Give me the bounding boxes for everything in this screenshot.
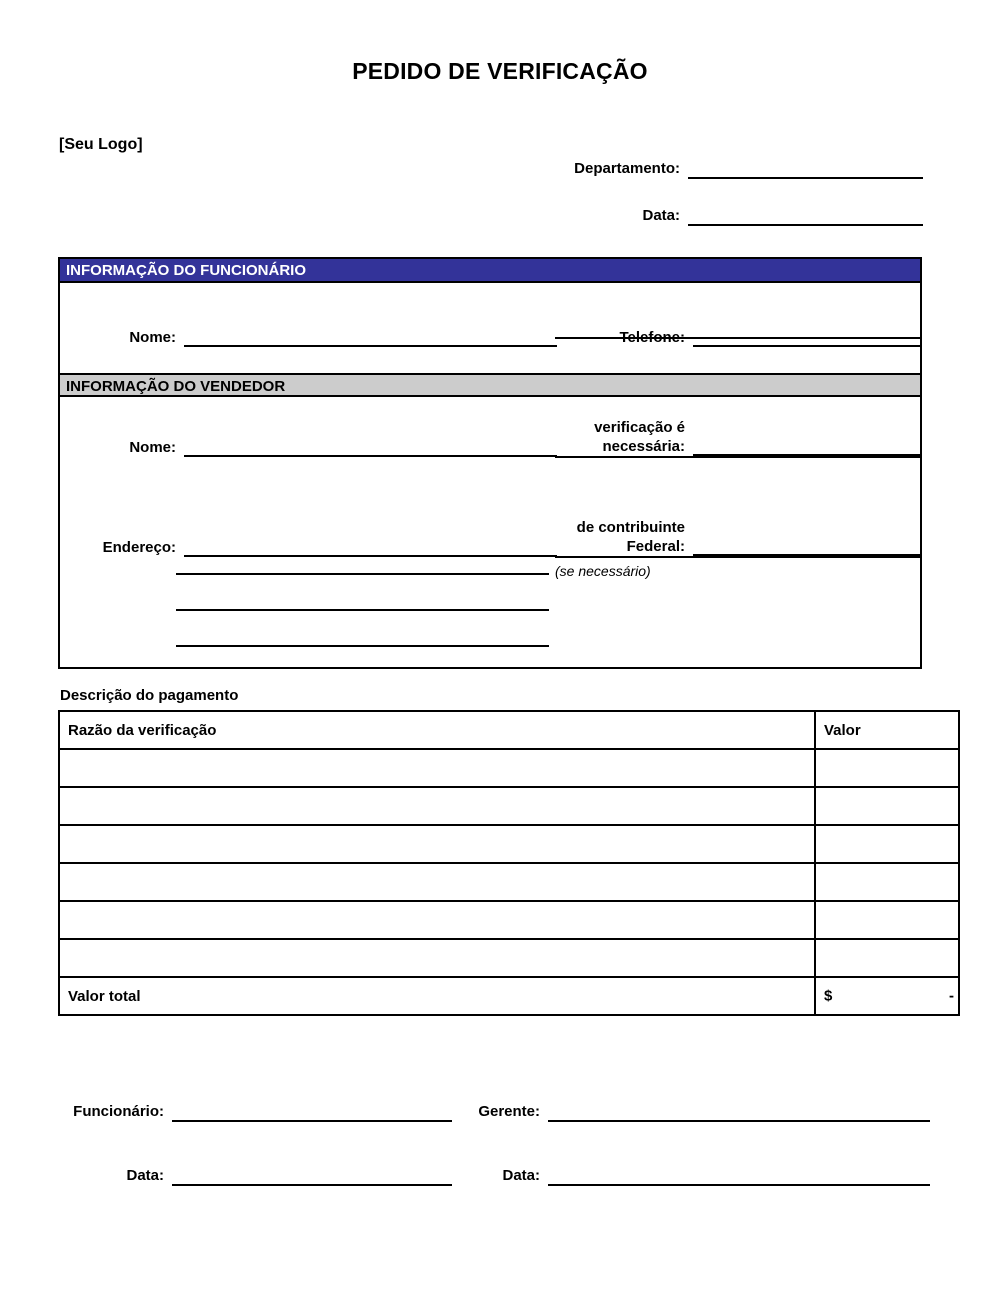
employee-section-body xyxy=(60,283,920,373)
manager-signature-label: Gerente: xyxy=(478,1103,540,1120)
manager-signature-date-label: Data: xyxy=(502,1167,540,1184)
verification-reason-field[interactable] xyxy=(555,418,922,456)
employee-signature-date-label: Data: xyxy=(126,1167,164,1184)
verification-reason-label xyxy=(555,418,693,456)
employee-name-field[interactable] xyxy=(66,327,557,347)
vendor-address-input-line-2[interactable] xyxy=(176,573,549,575)
federal-tax-id-input-line[interactable] xyxy=(693,536,922,556)
reason-cell[interactable] xyxy=(59,939,815,977)
departamento-label: Departamento: xyxy=(574,160,680,177)
amount-cell[interactable] xyxy=(815,939,959,977)
page-title: PEDIDO DE VERIFICAÇÃO xyxy=(352,58,648,84)
vendor-lower-divider xyxy=(555,556,920,558)
header-date-input-line[interactable] xyxy=(688,205,923,226)
information-box xyxy=(58,257,922,669)
table-header-row xyxy=(59,711,959,749)
reason-cell[interactable] xyxy=(59,901,815,939)
federal-tax-id-label-line1: de contribuinte xyxy=(576,519,685,536)
vendor-name-field[interactable] xyxy=(66,437,557,457)
vendor-address-field[interactable] xyxy=(66,537,557,557)
verification-reason-label-line2: necessária: xyxy=(602,438,685,455)
table-row[interactable] xyxy=(59,825,959,863)
vendor-section-body xyxy=(60,397,920,667)
vendor-address-input-line-4[interactable] xyxy=(176,645,549,647)
reason-cell[interactable] xyxy=(59,863,815,901)
vendor-address-input-line-3[interactable] xyxy=(176,609,549,611)
federal-tax-id-field[interactable] xyxy=(555,518,922,556)
vendor-name-label: Nome: xyxy=(129,439,176,456)
optional-note: (se necessário) xyxy=(555,563,651,579)
total-value: - xyxy=(949,987,954,1005)
amount-cell[interactable] xyxy=(815,863,959,901)
header-date-field[interactable] xyxy=(420,205,923,226)
amount-cell[interactable] xyxy=(815,749,959,787)
vendor-address-label: Endereço: xyxy=(102,539,176,556)
payment-description-caption: Descrição do pagamento xyxy=(60,687,239,704)
total-amount-cell xyxy=(815,977,959,1015)
table-row[interactable] xyxy=(59,787,959,825)
table-row[interactable] xyxy=(59,939,959,977)
table-row[interactable] xyxy=(59,901,959,939)
departamento-field[interactable] xyxy=(420,158,923,179)
employee-signature-label: Funcionário: xyxy=(73,1103,164,1120)
column-header-reason: Razão da verificação xyxy=(59,711,815,749)
verification-reason-input-line[interactable] xyxy=(693,436,922,456)
federal-tax-id-label-line2: Federal: xyxy=(626,538,685,555)
employee-phone-label: Telefone: xyxy=(619,329,685,346)
amount-cell[interactable] xyxy=(815,825,959,863)
departamento-input-line[interactable] xyxy=(688,158,923,179)
vendor-name-input-line[interactable] xyxy=(184,437,557,457)
table-total-row xyxy=(59,977,959,1015)
table-row[interactable] xyxy=(59,749,959,787)
manager-signature-field[interactable] xyxy=(400,1101,930,1122)
employee-signature-date-field[interactable] xyxy=(44,1165,452,1186)
manager-signature-date-field[interactable] xyxy=(400,1165,930,1186)
amount-cell[interactable] xyxy=(815,787,959,825)
federal-tax-id-label xyxy=(555,518,693,556)
vendor-section-header: INFORMAÇÃO DO VENDEDOR xyxy=(60,373,920,397)
reason-cell[interactable] xyxy=(59,787,815,825)
column-header-amount: Valor xyxy=(815,711,959,749)
reason-cell[interactable] xyxy=(59,825,815,863)
employee-row-divider xyxy=(555,337,920,339)
amount-cell[interactable] xyxy=(815,901,959,939)
verification-reason-label-line1: verificação é xyxy=(594,419,685,436)
employee-section-header: INFORMAÇÃO DO FUNCIONÁRIO xyxy=(60,259,920,283)
payment-table xyxy=(58,710,960,1016)
employee-name-label: Nome: xyxy=(129,329,176,346)
total-label: Valor total xyxy=(59,977,815,1015)
vendor-address-input-line-1[interactable] xyxy=(184,537,557,557)
currency-symbol: $ xyxy=(824,987,833,1005)
logo-placeholder: [Seu Logo] xyxy=(59,136,143,153)
manager-signature-date-line[interactable] xyxy=(548,1165,930,1186)
employee-signature-field[interactable] xyxy=(44,1101,452,1122)
vendor-upper-divider xyxy=(555,456,920,458)
header-date-label: Data: xyxy=(642,207,680,224)
table-row[interactable] xyxy=(59,863,959,901)
reason-cell[interactable] xyxy=(59,749,815,787)
employee-name-input-line[interactable] xyxy=(184,327,557,347)
manager-signature-line[interactable] xyxy=(548,1101,930,1122)
